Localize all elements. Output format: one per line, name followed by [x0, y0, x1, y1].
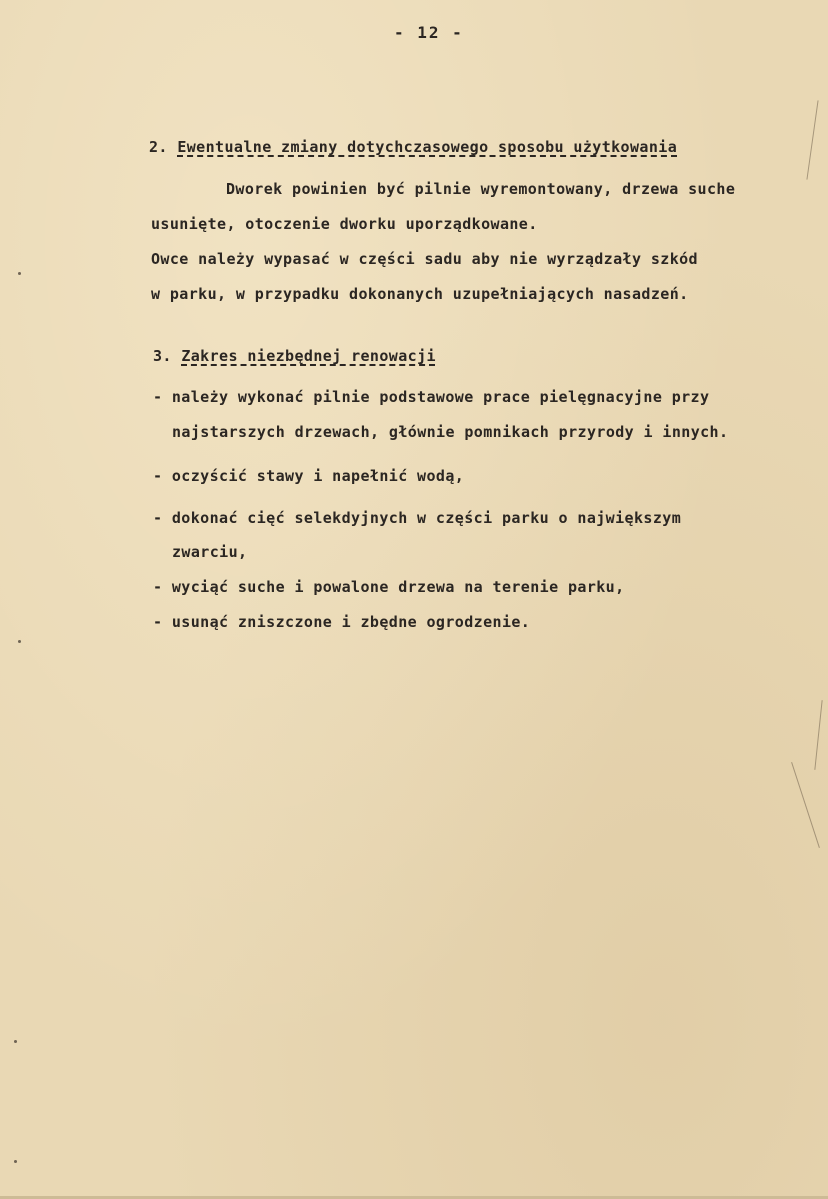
section3-heading-number: 3.	[153, 347, 172, 365]
page-number: - 12 -	[394, 23, 464, 42]
section3-heading-text: Zakres niezbędnej renowacji	[181, 347, 436, 365]
scan-edge-mark	[814, 700, 822, 770]
section3-item-5: - usunąć zniszczone i zbędne ogrodzenie.	[153, 613, 531, 631]
section3-item-3-continued: zwarciu,	[172, 543, 248, 561]
scan-speck	[18, 272, 21, 275]
scan-speck	[14, 1160, 17, 1163]
section2-heading	[149, 138, 677, 156]
section3-item-1: - należy wykonać pilnie podstawowe prace pielęgnacyjne przy	[153, 388, 710, 406]
section3-heading	[153, 347, 436, 365]
section3-item-1-continued: najstarszych drzewach, głównie pomnikach przyrody i innych.	[172, 423, 729, 441]
section3-item-3: - dokonać cięć selekdyjnych w części parku o największym	[153, 509, 682, 527]
section2-line-1: Dworek powinien być pilnie wyremontowany, drzewa suche	[226, 180, 736, 198]
scan-edge-mark	[806, 100, 818, 179]
scan-speck	[14, 1040, 17, 1043]
section2-heading-number: 2.	[149, 138, 168, 156]
section2-line-2: usunięte, otoczenie dworku uporządkowane.	[151, 215, 538, 233]
scan-edge-mark	[791, 762, 820, 848]
section3-item-2: - oczyścić stawy i napełnić wodą,	[153, 467, 465, 485]
section2-line-4: w parku, w przypadku dokonanych uzupełniających nasadzeń.	[151, 285, 689, 303]
section2-heading-text: Ewentualne zmiany dotychczasowego sposobu użytkowania	[177, 138, 678, 156]
section2-line-3: Owce należy wypasać w części sadu aby nie wyrządzały szkód	[151, 250, 698, 268]
section3-item-4: - wyciąć suche i powalone drzewa na terenie parku,	[153, 578, 625, 596]
scan-speck	[18, 640, 21, 643]
